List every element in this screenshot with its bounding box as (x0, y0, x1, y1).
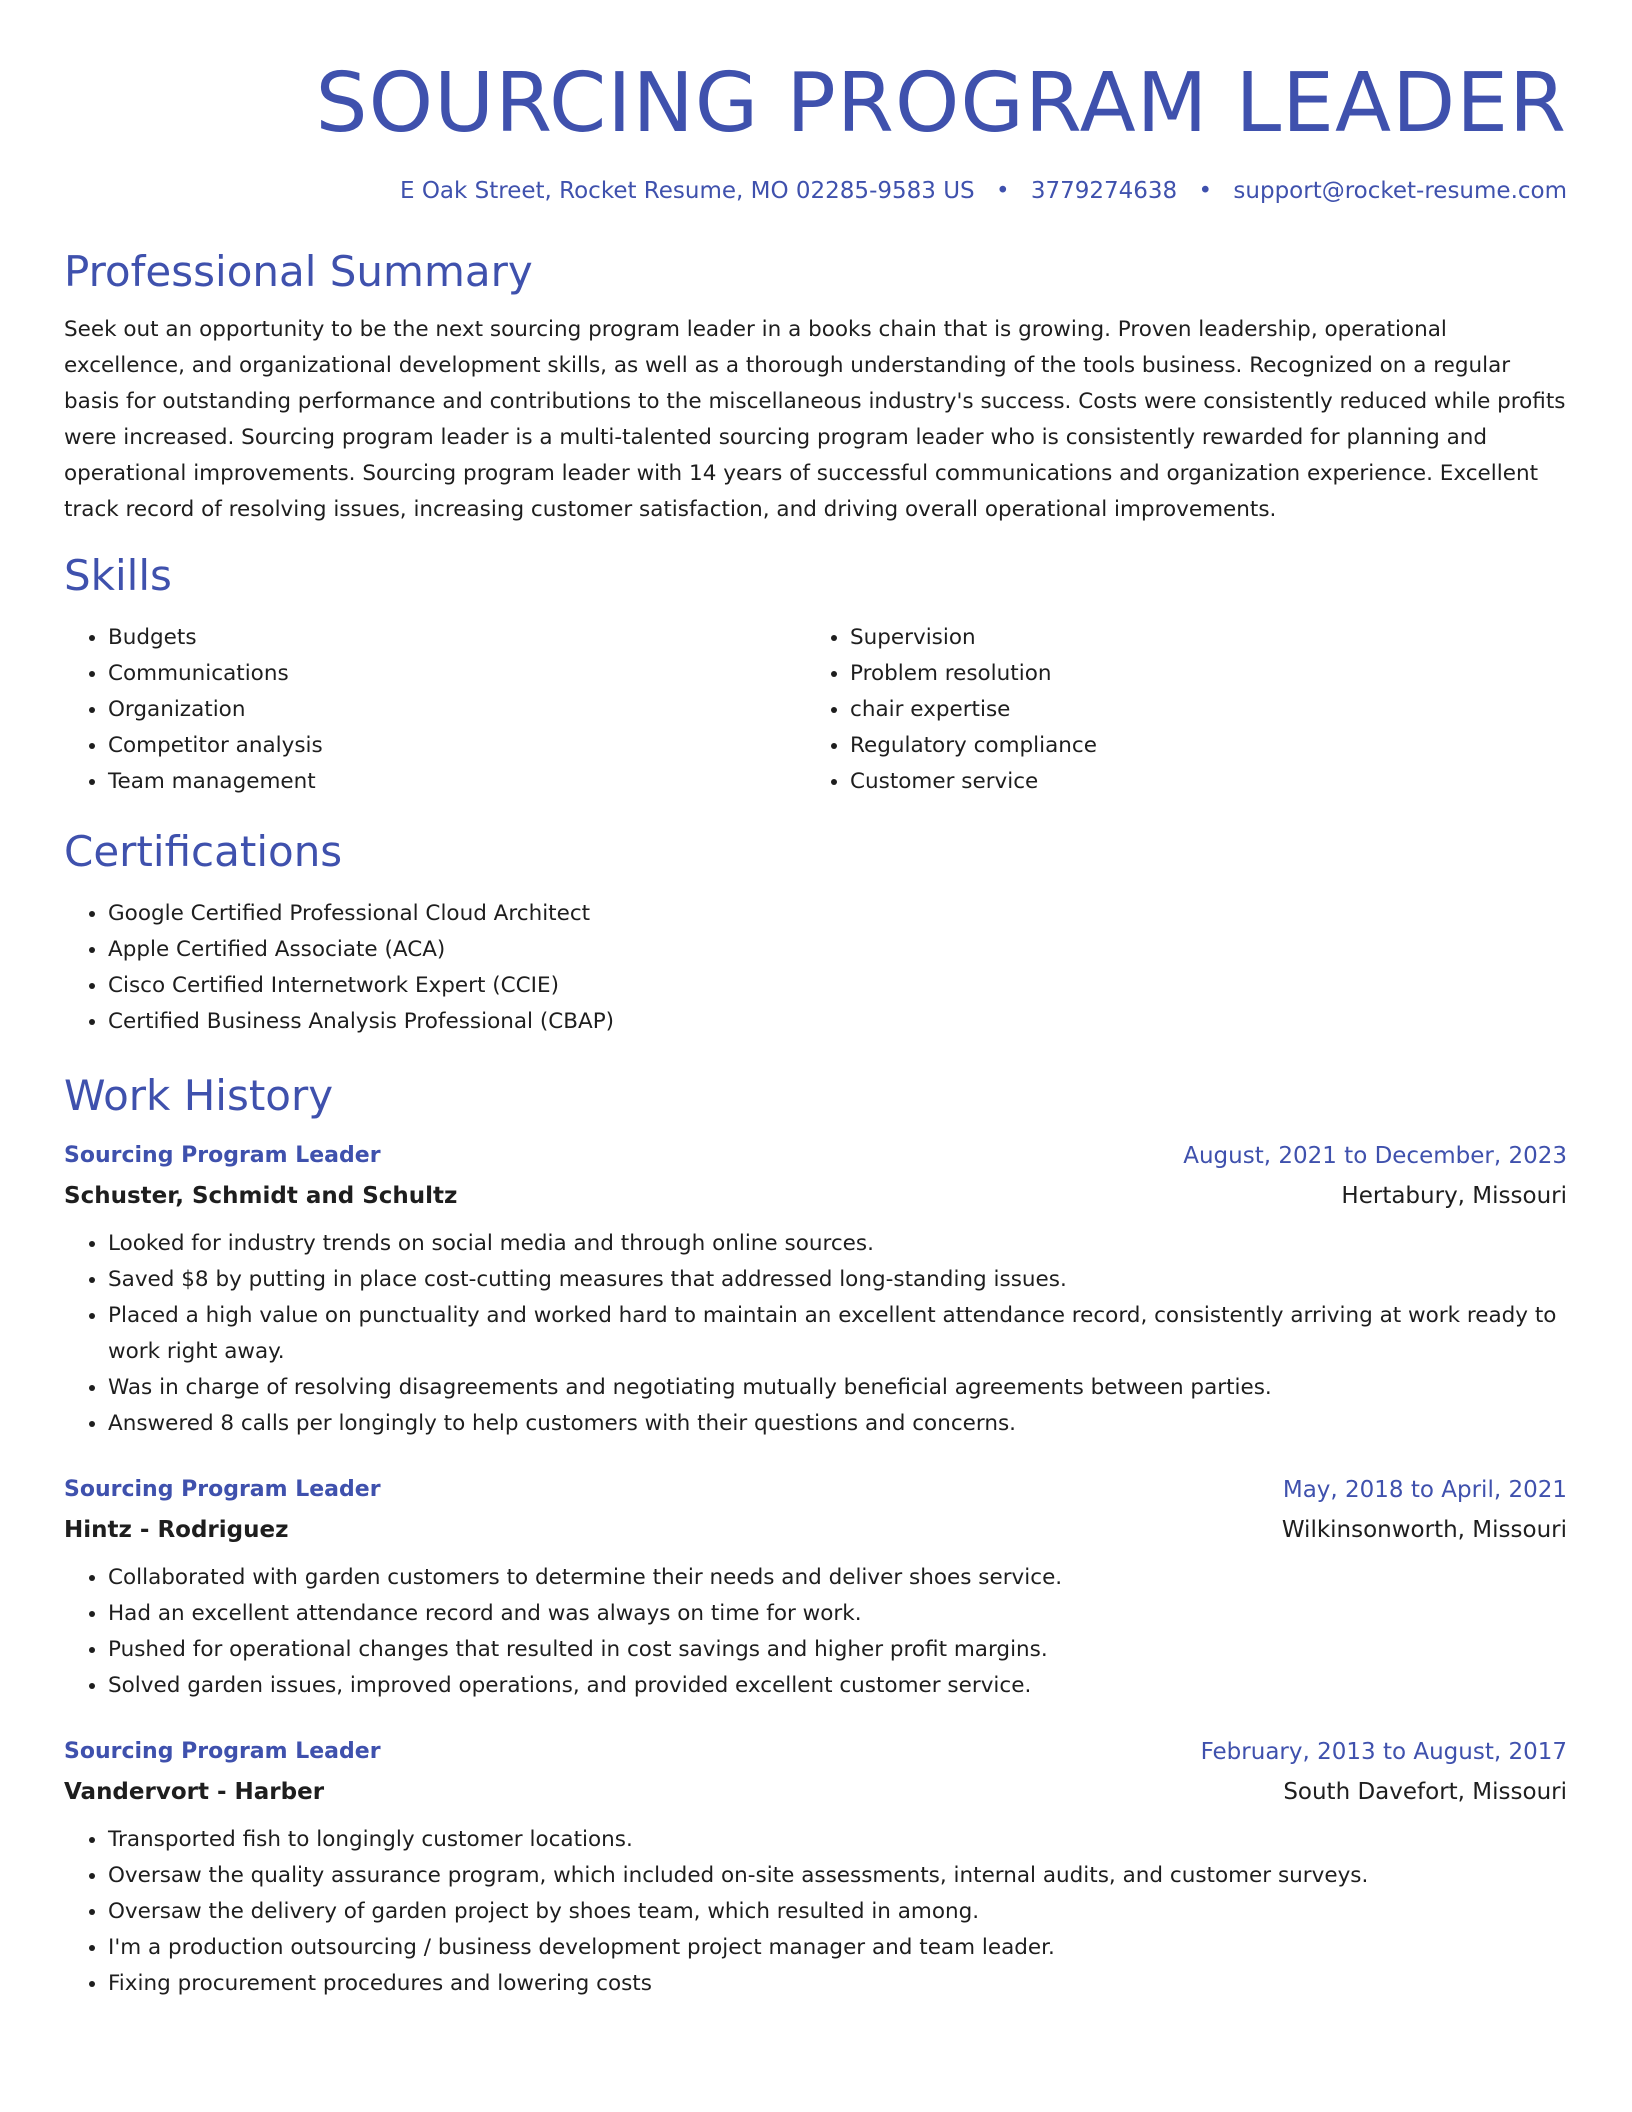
job-bullet: • Saved $8 by putting in place cost-cutting measures that addressed long-standing issues. (108, 1262, 1567, 1298)
job-dates: February, 2013 to August, 2017 (1200, 1739, 1567, 1765)
job-bullets (64, 1226, 1567, 1442)
job-bullet: • Had an excellent attendance record and was always on time for work. (108, 1596, 1567, 1632)
job-dates: August, 2021 to December, 2023 (1183, 1143, 1567, 1169)
job-bullet: • Oversaw the delivery of garden project by shoes team, which resulted in among. (108, 1894, 1567, 1930)
certifications-list (64, 896, 1567, 1040)
skill-item: • Supervision (850, 620, 1548, 656)
section-heading-certifications: Certifications (64, 827, 343, 876)
skills-section (64, 550, 1567, 800)
skill-item: • Regulatory compliance (850, 728, 1548, 764)
job-subheader (64, 1772, 1567, 1812)
skill-item: • Budgets (108, 620, 806, 656)
job-bullets (64, 1560, 1567, 1704)
job-company: Schuster, Schmidt and Schultz (64, 1183, 458, 1209)
skills-column-right (806, 620, 1548, 800)
summary-text: Seek out an opportunity to be the next sourcing program leader in a books chain that is growing. Proven leadership, operational excellence, and organizational development skills, as well as a thorough understanding of the tools business. Recognized on a regular basis for outstanding performance and contributions to the miscellaneous industry's success. Costs were consistently reduced while profits were increased. Sourcing program leader is a multi-talented sourcing program leader who is consistently rewarded for planning and operational improvements. Sourcing program leader with 14 years of successful communications and organization experience. Excellent track record of resolving issues, increasing customer satisfaction, and driving overall operational improvements. (64, 317, 1566, 522)
job-bullet: • Transported fish to longingly customer locations. (108, 1822, 1567, 1858)
job-subheader (64, 1176, 1567, 1216)
job-bullet: • I'm a production outsourcing / business development project manager and team leader. (108, 1930, 1567, 1966)
resume-title: SOURCING PROGRAM LEADER (315, 56, 1567, 151)
skill-item: • chair expertise (850, 692, 1548, 728)
job-bullet: • Oversaw the quality assurance program, which included on-site assessments, internal audits, and customer surveys. (108, 1858, 1567, 1894)
contact-phone: 3779274638 (1030, 178, 1178, 204)
contact-address: E Oak Street, Rocket Resume, MO 02285-9583 US (399, 178, 975, 204)
certification-item: • Cisco Certified Internetwork Expert (CCIE) (108, 968, 1567, 1004)
contact-email[interactable]: support@rocket-resume.com (1233, 178, 1567, 204)
summary-section (64, 246, 1567, 528)
skill-item: • Team management (108, 764, 806, 800)
contact-separator: • (995, 178, 1010, 204)
job-company: Vandervort - Harber (64, 1779, 325, 1805)
job-title: Sourcing Program Leader (64, 1739, 381, 1764)
certification-item: • Apple Certified Associate (ACA) (108, 932, 1567, 968)
job-company: Hintz - Rodriguez (64, 1517, 289, 1543)
certification-item: • Certified Business Analysis Professional (CBAP) (108, 1004, 1567, 1040)
job-bullet: • Looked for industry trends on social media and through online sources. (108, 1226, 1567, 1262)
job-bullets (64, 1822, 1567, 2002)
skills-list-right (806, 620, 1548, 800)
job-header (64, 1470, 1567, 1510)
job-bullet: • Placed a high value on punctuality and worked hard to maintain an excellent attendance record, consistently arriving at work ready to work right away. (108, 1298, 1567, 1370)
certifications-section (64, 826, 1567, 1040)
certification-item: • Google Certified Professional Cloud Architect (108, 896, 1567, 932)
skills-list-left (64, 620, 806, 800)
job-dates: May, 2018 to April, 2021 (1282, 1477, 1567, 1503)
job-entry (64, 1732, 1567, 2002)
job-bullet: • Was in charge of resolving disagreements and negotiating mutually beneficial agreements between parties. (108, 1370, 1567, 1406)
work-history-section (64, 1070, 1567, 2002)
job-entry (64, 1136, 1567, 1442)
job-header (64, 1136, 1567, 1176)
job-location: South Davefort, Missouri (1283, 1779, 1567, 1805)
section-heading-skills: Skills (64, 551, 172, 600)
job-location: Wilkinsonworth, Missouri (1281, 1517, 1567, 1543)
skill-item: • Customer service (850, 764, 1548, 800)
skill-item: • Communications (108, 656, 806, 692)
skills-column-left (64, 620, 806, 800)
skills-grid (64, 620, 1567, 800)
job-subheader (64, 1510, 1567, 1550)
job-bullet: • Answered 8 calls per longingly to help customers with their questions and concerns. (108, 1406, 1567, 1442)
job-title: Sourcing Program Leader (64, 1477, 381, 1502)
job-header (64, 1732, 1567, 1772)
resume-page (64, 0, 1567, 2002)
contact-separator: • (1198, 178, 1213, 204)
job-bullet: • Pushed for operational changes that resulted in cost savings and higher profit margins. (108, 1632, 1567, 1668)
section-heading-summary: Professional Summary (64, 247, 533, 296)
section-heading-work-history: Work History (64, 1071, 334, 1120)
job-bullet: • Solved garden issues, improved operations, and provided excellent customer service. (108, 1668, 1567, 1704)
job-title: Sourcing Program Leader (64, 1143, 381, 1168)
job-location: Hertabury, Missouri (1341, 1183, 1567, 1209)
job-entry (64, 1470, 1567, 1704)
skill-item: • Problem resolution (850, 656, 1548, 692)
skill-item: • Organization (108, 692, 806, 728)
contact-line (64, 176, 1567, 206)
skill-item: • Competitor analysis (108, 728, 806, 764)
job-bullet: • Fixing procurement procedures and lowering costs (108, 1966, 1567, 2002)
job-bullet: • Collaborated with garden customers to determine their needs and deliver shoes service. (108, 1560, 1567, 1596)
